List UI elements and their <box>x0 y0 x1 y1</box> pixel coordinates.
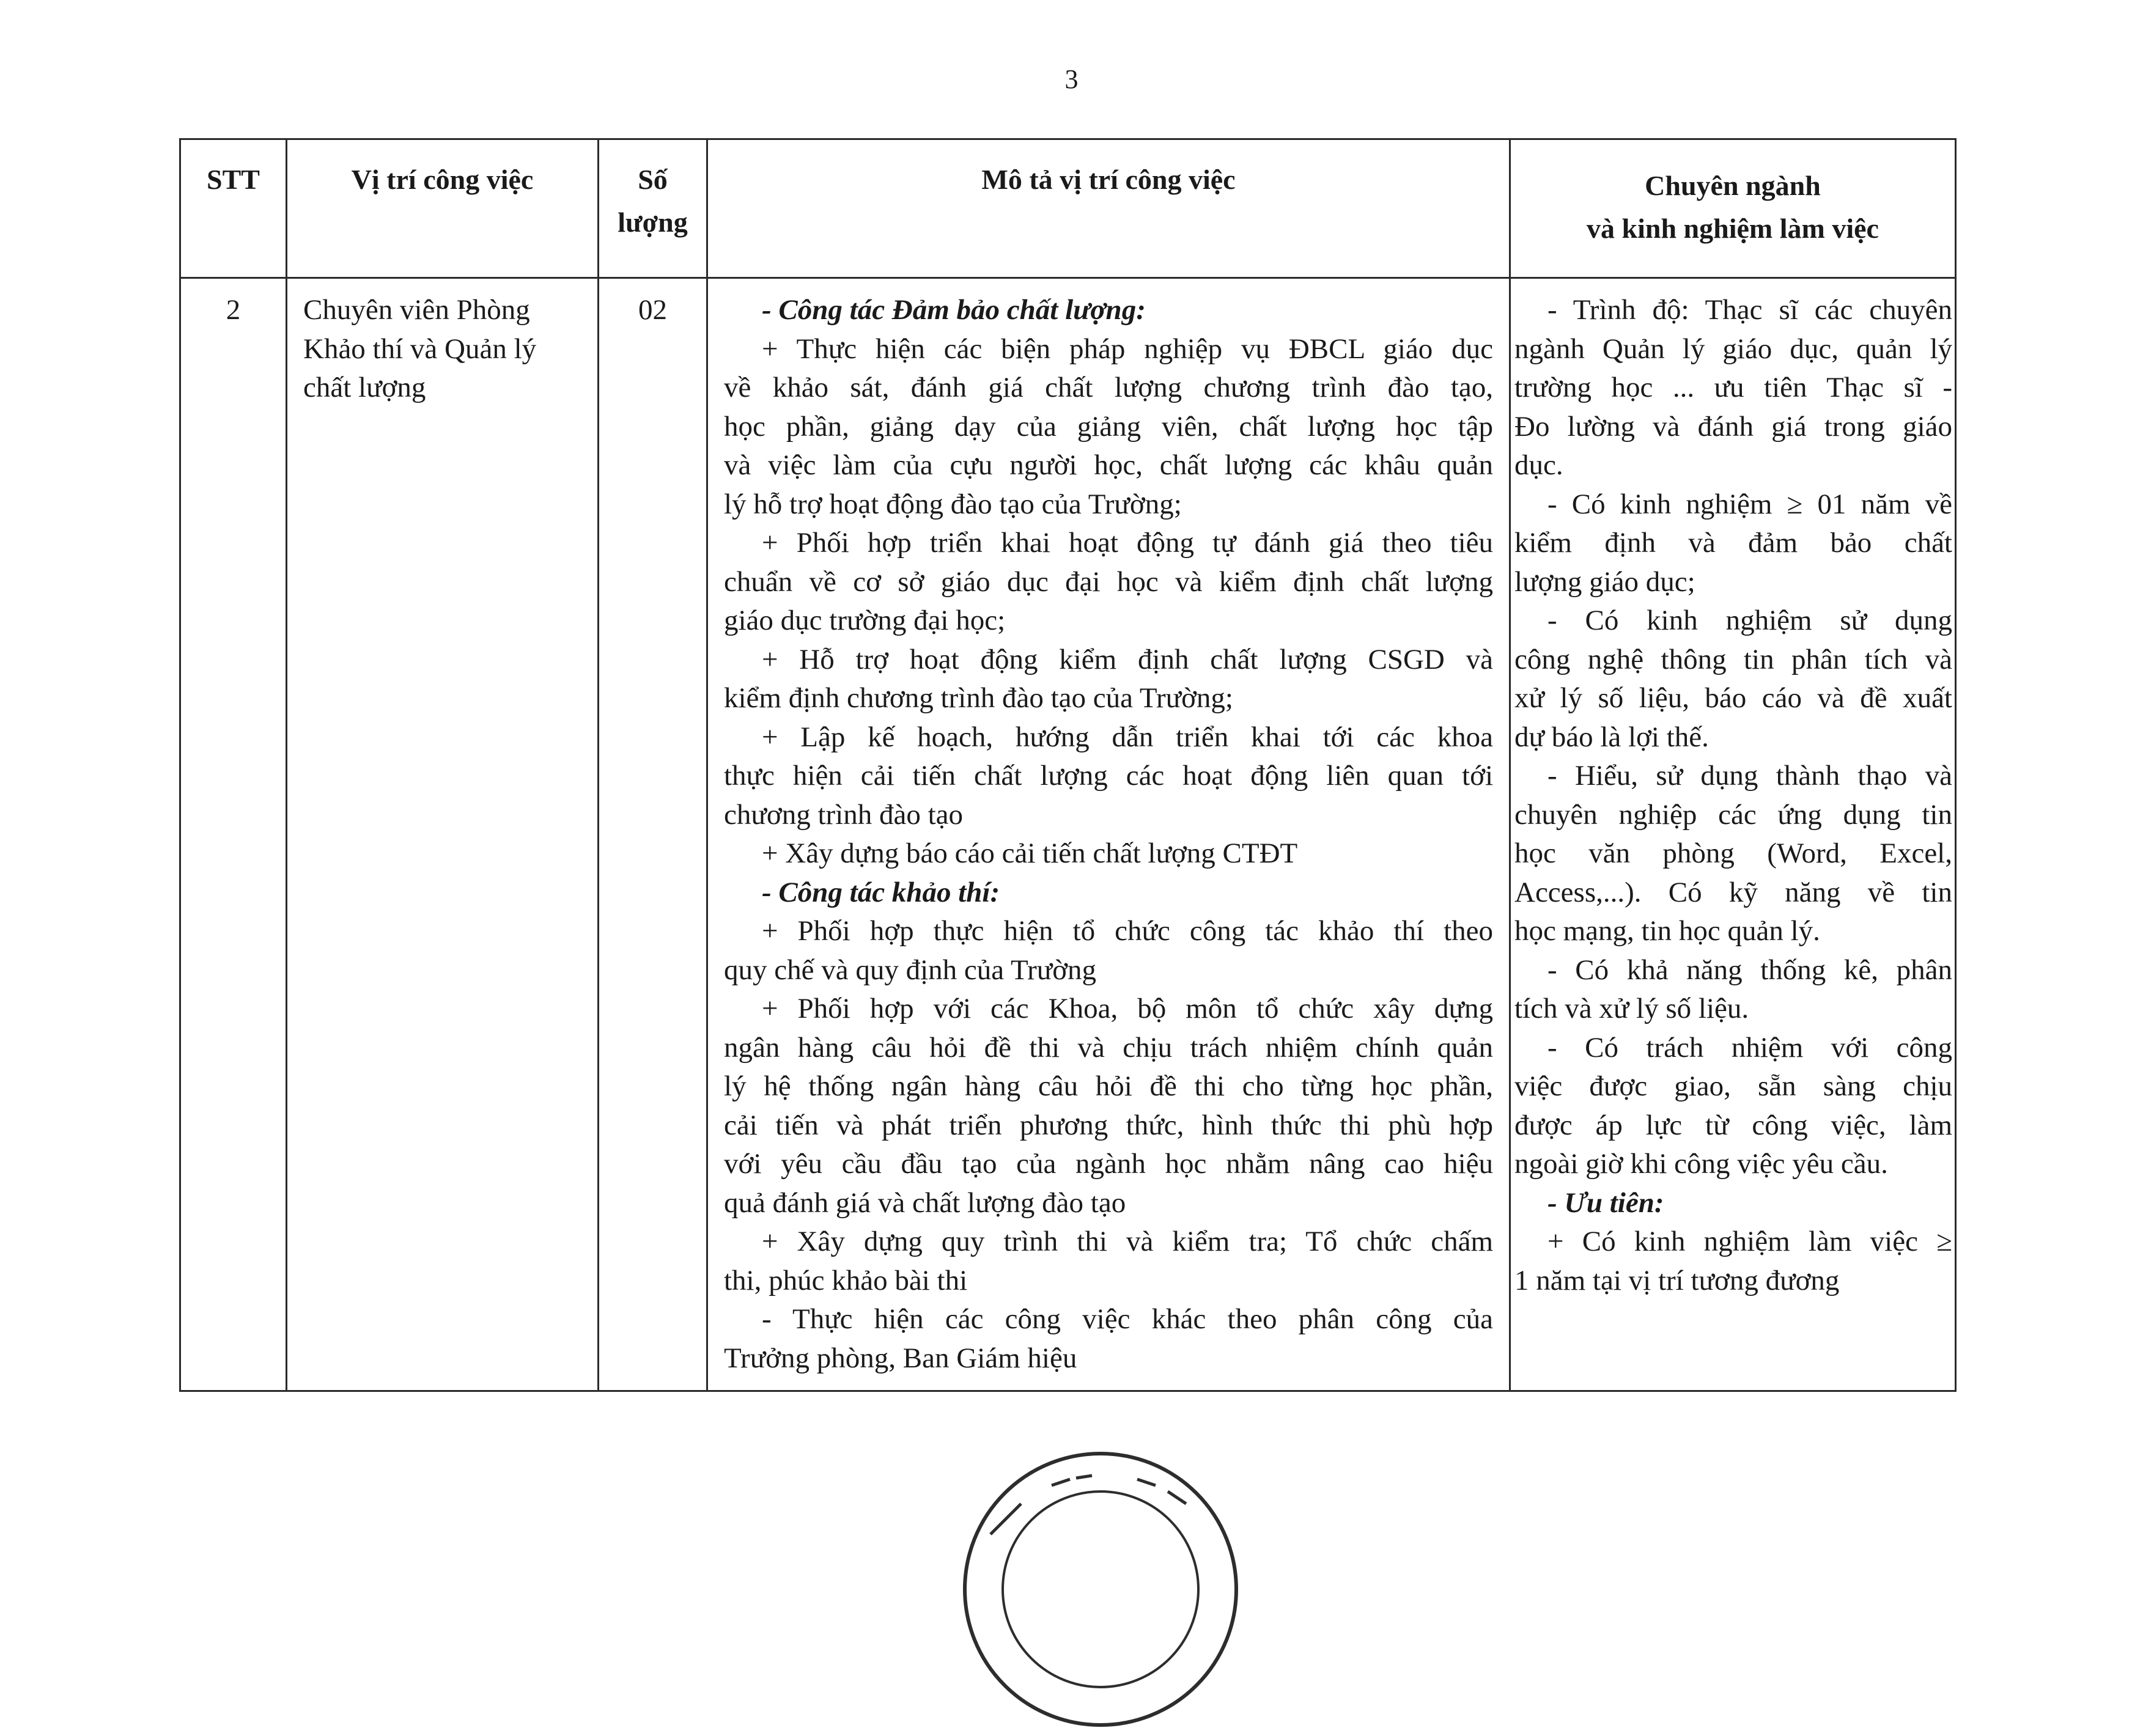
requirements-line: dục. <box>1514 449 1563 481</box>
description-line: ngân hàng câu hỏi đề thi và chịu trách nhiệm chính quản <box>724 1031 1493 1064</box>
header-stt: STT <box>180 139 287 278</box>
requirements-line: - Ưu tiên: <box>1547 1186 1664 1219</box>
cell-position <box>287 278 599 1391</box>
description-line: chương trình đào tạo <box>724 798 963 831</box>
requirements-line: dự báo là lợi thế. <box>1514 721 1709 753</box>
description-line: + Phối hợp thực hiện tổ chức công tác khảo thí theo <box>762 915 1493 947</box>
table-header-row <box>180 139 1956 278</box>
requirements-text <box>1511 279 1955 1300</box>
description-line: - Thực hiện các công việc khác theo phân công của <box>762 1303 1493 1335</box>
requirements-line: ngoài giờ khi công việc yêu cầu. <box>1514 1148 1888 1180</box>
cell-stt <box>180 278 287 1391</box>
description-line: lý hệ thống ngân hàng câu hỏi đề thi cho từng học phần, <box>724 1070 1493 1102</box>
position-line: Chuyên viên Phòng <box>303 294 530 326</box>
requirements-line: 1 năm tại vị trí tương đương <box>1514 1264 1840 1296</box>
requirements-line: - Hiểu, sử dụng thành thạo và <box>1547 760 1952 792</box>
header-quantity <box>599 139 707 278</box>
header-requirements-line1: Chuyên ngành <box>1645 170 1821 201</box>
header-quantity-line1: Số <box>638 164 668 195</box>
description-line: - Công tác khảo thí: <box>762 876 1000 908</box>
cell-requirements <box>1510 278 1956 1391</box>
requirements-line: - Có khả năng thống kê, phân <box>1547 954 1952 986</box>
description-line: kiểm định chương trình đào tạo của Trường; <box>724 682 1233 714</box>
description-text <box>708 279 1509 1378</box>
job-positions-table <box>179 138 1957 1392</box>
quantity-value: 02 <box>638 294 667 326</box>
header-requirements-line2: và kinh nghiệm làm việc <box>1587 213 1879 244</box>
requirements-line: việc được giao, sẵn sàng chịu <box>1514 1070 1952 1102</box>
description-line: + Thực hiện các biện pháp nghiệp vụ ĐBCL giáo dục <box>762 333 1493 365</box>
requirements-line: - Có trách nhiệm với công <box>1547 1031 1952 1064</box>
requirements-line: công nghệ thông tin phân tích và <box>1514 643 1952 675</box>
cell-quantity <box>599 278 707 1391</box>
requirements-line: - Trình độ: Thạc sĩ các chuyên <box>1547 294 1952 326</box>
header-position: Vị trí công việc <box>287 139 599 278</box>
requirements-line: tích và xử lý số liệu. <box>1514 993 1749 1024</box>
description-line: + Xây dựng quy trình thi và kiểm tra; Tổ chức chấm <box>762 1226 1493 1257</box>
requirements-line: lượng giáo dục; <box>1514 565 1695 598</box>
description-line: và việc làm của cựu người học, chất lượng các khâu quản <box>724 449 1493 481</box>
requirements-line: học mạng, tin học quản lý. <box>1514 915 1820 947</box>
requirements-line: kiểm định và đảm bảo chất <box>1514 527 1952 559</box>
description-line: + Phối hợp triển khai hoạt động tự đánh giá theo tiêu <box>762 527 1493 559</box>
requirements-line: trường học ... ưu tiên Thạc sĩ - <box>1514 372 1952 403</box>
description-line: về khảo sát, đánh giá chất lượng chương trình đào tạo, <box>724 372 1493 403</box>
description-line: thực hiện cải tiến chất lượng các hoạt động liên quan tới <box>724 760 1493 792</box>
stt-value: 2 <box>226 294 241 326</box>
description-line: - Công tác Đảm bảo chất lượng: <box>762 294 1146 326</box>
requirements-line: học văn phòng (Word, Excel, <box>1514 837 1952 869</box>
description-line: + Hỗ trợ hoạt động kiểm định chất lượng CSGD và <box>762 643 1493 675</box>
description-line: với yêu cầu đầu tạo của ngành học nhằm nâng cao hiệu <box>724 1148 1493 1180</box>
header-requirements <box>1510 139 1956 278</box>
description-line: chuẩn về cơ sở giáo dục đại học và kiểm định chất lượng <box>724 565 1493 598</box>
description-line: cải tiến và phát triển phương thức, hình thức thi phù hợp <box>724 1109 1493 1141</box>
table-row <box>180 278 1956 1391</box>
description-line: Trưởng phòng, Ban Giám hiệu <box>724 1342 1077 1374</box>
description-line: học phần, giảng dạy của giảng viên, chất lượng học tập <box>724 410 1493 443</box>
description-line: quả đánh giá và chất lượng đào tạo <box>724 1186 1126 1219</box>
header-description: Mô tả vị trí công việc <box>707 139 1510 278</box>
requirements-line: + Có kinh nghiệm làm việc ≥ <box>1547 1226 1952 1257</box>
requirements-line: được áp lực từ công việc, làm <box>1514 1109 1952 1141</box>
position-line: chất lượng <box>303 372 426 403</box>
description-line: + Phối hợp với các Khoa, bộ môn tổ chức xây dựng <box>762 993 1493 1024</box>
requirements-line: - Có kinh nghiệm sử dụng <box>1547 605 1952 636</box>
page-number: 3 <box>1064 64 1079 94</box>
description-line: giáo dục trường đại học; <box>724 605 1006 636</box>
header-quantity-line2: lượng <box>618 207 688 238</box>
position-text <box>287 279 597 408</box>
description-line: quy chế và quy định của Trường <box>724 954 1097 986</box>
description-line: + Xây dựng báo cáo cải tiến chất lượng CTĐT <box>762 837 1298 869</box>
requirements-line: Access,...). Có kỹ năng về tin <box>1514 876 1952 908</box>
requirements-line: Đo lường và đánh giá trong giáo <box>1514 410 1952 443</box>
requirements-line: - Có kinh nghiệm ≥ 01 năm về <box>1547 488 1952 520</box>
requirements-line: ngành Quản lý giáo dục, quản lý <box>1514 333 1952 365</box>
description-line: thi, phúc khảo bài thi <box>724 1264 968 1296</box>
position-line: Khảo thí và Quản lý <box>303 333 537 365</box>
cell-description <box>707 278 1510 1391</box>
official-seal-stamp <box>954 1443 1247 1736</box>
description-line: lý hỗ trợ hoạt động đào tạo của Trường; <box>724 488 1182 520</box>
description-line: + Lập kế hoạch, hướng dẫn triển khai tới các khoa <box>762 721 1493 753</box>
requirements-line: chuyên nghiệp các ứng dụng tin <box>1514 798 1952 831</box>
requirements-line: xử lý số liệu, báo cáo và đề xuất <box>1514 682 1952 714</box>
